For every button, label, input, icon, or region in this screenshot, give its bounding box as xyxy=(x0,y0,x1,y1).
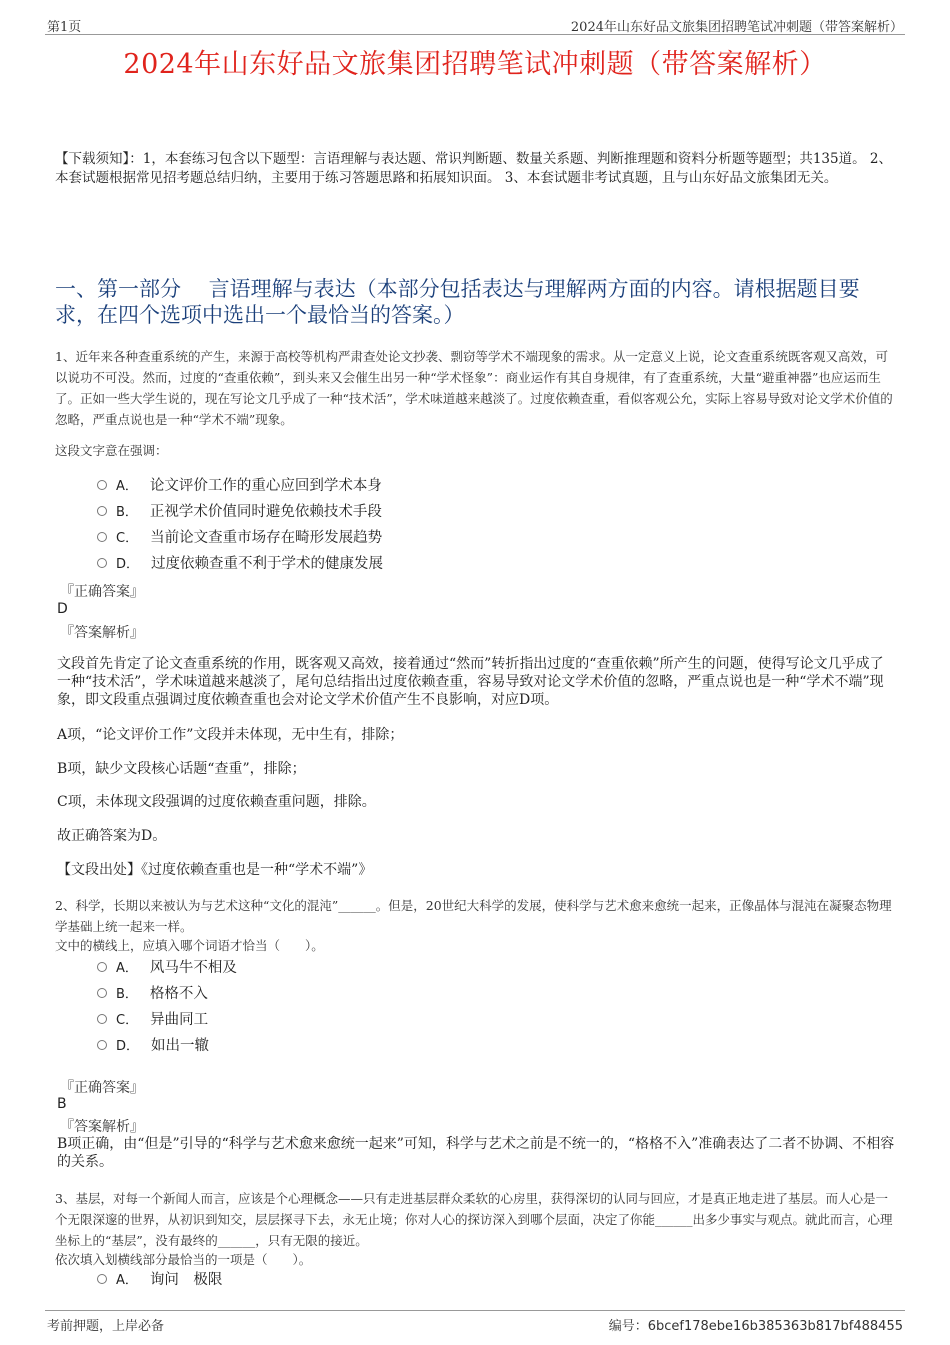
page-header xyxy=(45,14,905,35)
question-3-stem: 3、基层，对每一个新闻人而言，应该是个心理概念——只有走进基层群众柔软的心房里，获得深切的认同与回应，才是真正地走进了基层。而人心是一个无限深邃的世界，从初识到知交，层层探寻下去，永无止境；你对人心的探访深入到哪个层面，决定了你能______出多少事实与观点。就此而言，心理坐标上的“基层”，没有最终的______，只有无限的接近。 xyxy=(55,1191,893,1248)
question-1-note-b: B项，缺少文段核心话题“查重”，排除； xyxy=(57,761,306,777)
question-1-analysis: 文段首先肯定了论文查重系统的作用，既客观又高效，接着通过“然而”转折指出过度的“查重依赖”所产生的问题，使得写论文几乎成了一种“技术活”，学术味道越来越淡了，尾句总结指出过度依赖查重，容易导致对论文学术价值的忽略，严重点说也是一种“学术不端”现象，即文段重点强调过度依赖查重也会对论文学术价值产生不良影响，对应D项。 xyxy=(57,656,884,708)
question-1-analysis-tag: 『答案解析』 xyxy=(60,625,144,641)
question-2-analysis: B项正确，由“但是”引导的“科学与艺术愈来愈统一起来”可知，科学与艺术之前是不统一的，“格格不入”准确表达了二者不协调、不相容的关系。 xyxy=(57,1136,895,1170)
page-number: 第1页 xyxy=(47,20,82,35)
question-1-option-a[interactable]: A． 论文评价工作的重心应回到学术本身 xyxy=(97,476,382,497)
question-1-source: 【文段出处】《过度依赖查重也是一种“学术不端”》 xyxy=(57,862,373,878)
question-1-conclusion: 故正确答案为D。 xyxy=(57,828,167,844)
question-2-answer-tag: 『正确答案』 xyxy=(60,1080,144,1096)
question-1-note-a: A项，“论文评价工作”文段并未体现，无中生有，排除； xyxy=(57,727,404,743)
question-2-analysis-tag: 『答案解析』 xyxy=(60,1119,144,1135)
footer-slogan: 考前押题，上岸必备 xyxy=(47,1319,165,1334)
question-1-prompt: 这段文字意在强调： xyxy=(55,443,168,458)
radio-icon[interactable] xyxy=(97,558,107,568)
question-3-prompt: 依次填入划横线部分最恰当的一项是（ ）。 xyxy=(55,1252,312,1267)
question-1-answer-tag: 『正确答案』 xyxy=(60,584,144,600)
question-2-stem: 2、科学，长期以来被认为与艺术这种“文化的混沌”______。但是，20世纪大科学的发展，使科学与艺术愈来愈统一起来，正像晶体与混沌在凝聚态物理学基础上统一起来一样。 xyxy=(55,898,892,934)
question-2-option-c[interactable]: C． 异曲同工 xyxy=(97,1010,208,1031)
header-doc-title: 2024年山东好品文旅集团招聘笔试冲刺题（带答案解析） xyxy=(570,20,903,35)
radio-icon[interactable] xyxy=(97,506,107,516)
download-notice: 【下载须知】：1，本套练习包含以下题型：言语理解与表达题、常识判断题、数量关系题、判断推理题和资料分析题等题型；共135道。 2、本套试题根据常见招考题总结归纳，主要用于练习答题思路和拓展知识面。 3、本套试题非考试真题，且与山东好品文旅集团无关。 xyxy=(55,151,892,186)
question-1-option-d[interactable]: D． 过度依赖查重不利于学术的健康发展 xyxy=(97,554,383,575)
question-1-option-b[interactable]: B． 正视学术价值同时避免依赖技术手段 xyxy=(97,502,382,523)
section-title: 一、第一部分 言语理解与表达（本部分包括表达与理解两方面的内容。请根据题目要求，在四个选项中选出一个最恰当的答案。） xyxy=(55,277,860,327)
question-1-option-c[interactable]: C． 当前论文查重市场存在畸形发展趋势 xyxy=(97,528,382,549)
radio-icon[interactable] xyxy=(97,988,107,998)
question-1-stem: 1、近年来各种查重系统的产生，来源于高校等机构严肃查处论文抄袭、剽窃等学术不端现象的需求。从一定意义上说，论文查重系统既客观又高效，可以说功不可没。然而，过度的“查重依赖”，到头来又会催生出另一种“学术怪象”：商业运作有其自身规律，有了查重系统，大量“避重神器”也应运而生了。正如一些大学生说的，现在写论文几乎成了一种“技术活”，学术味道越来越淡了。过度依赖查重，看似客观公允，实际上容易导致对论文学术价值的忽略，严重点说也是一种“学术不端”现象。 xyxy=(55,349,893,427)
page-footer xyxy=(45,1310,905,1335)
question-1-answer: D xyxy=(57,601,68,617)
footer-doc-id: 编号：6bcef178ebe16b385363b817bf488455 xyxy=(608,1319,903,1334)
radio-icon[interactable] xyxy=(97,962,107,972)
question-2-option-a[interactable]: A． 风马牛不相及 xyxy=(97,958,237,979)
radio-icon[interactable] xyxy=(97,1040,107,1050)
question-3-option-a[interactable]: A． 询问 极限 xyxy=(97,1270,222,1291)
document-title: 2024年山东好品文旅集团招聘笔试冲刺题（带答案解析） xyxy=(123,49,827,80)
question-2-prompt: 文中的横线上，应填入哪个词语才恰当（ ）。 xyxy=(55,938,324,953)
radio-icon[interactable] xyxy=(97,1014,107,1024)
question-1-note-c: C项，未体现文段强调的过度依赖查重问题，排除。 xyxy=(57,794,376,810)
question-2-answer: B xyxy=(57,1096,67,1112)
radio-icon[interactable] xyxy=(97,480,107,490)
question-2-option-d[interactable]: D． 如出一辙 xyxy=(97,1036,209,1057)
question-2-option-b[interactable]: B． 格格不入 xyxy=(97,984,208,1005)
radio-icon[interactable] xyxy=(97,1274,107,1284)
radio-icon[interactable] xyxy=(97,532,107,542)
